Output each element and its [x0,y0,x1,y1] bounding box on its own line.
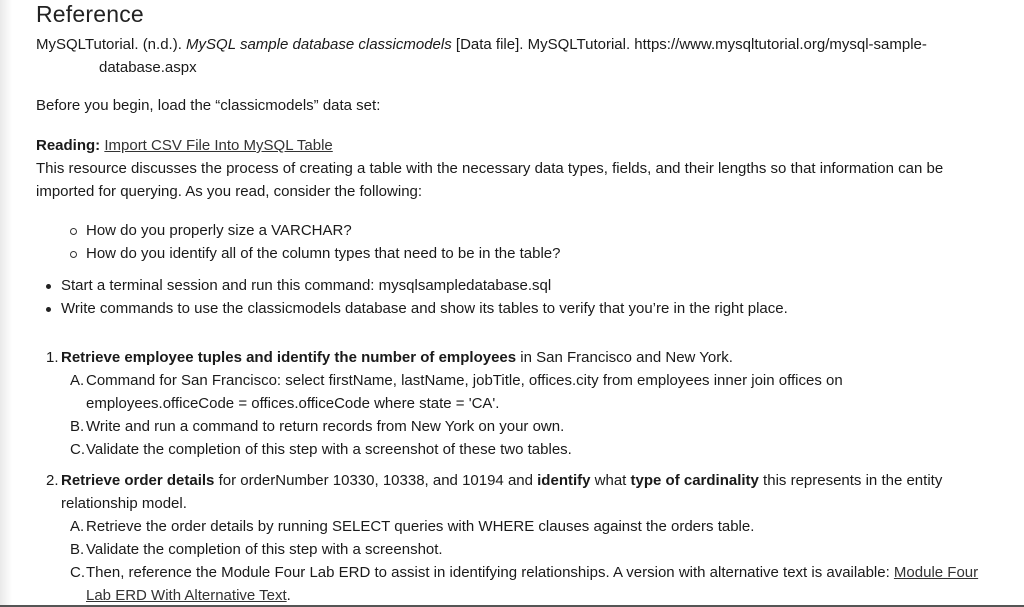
step-1-bold: Retrieve employee tuples and identify the number of employees [61,349,517,366]
steps-list [36,346,1011,607]
reading-desc-2: imported for querying. As you read, consider the following: [36,183,423,200]
substep-text-part: . [286,587,291,604]
substep-2c [36,561,1011,607]
reading-desc-1: This resource discusses the process of creating a table with the necessary data types, fields, and their lengths so that information can be [36,160,944,177]
list-item: Start a terminal session and run this command: mysqlsampledatabase.sql [36,274,996,297]
substep-letter: B. [70,541,85,558]
step-1-rest: in San Francisco and New York. [516,349,733,366]
substep-text: Command for San Francisco: select firstName, lastName, jobTitle, offices.city from employees inner join offices on [86,372,843,389]
step-2-line2: relationship model. [61,495,187,512]
substep-letter: C. [70,564,85,581]
list-item: How do you identify all of the column types that need to be in the table? [36,242,996,265]
reading-section [36,134,996,203]
substep-text: Validate the completion of this step with a screenshot. [86,541,443,558]
list-item: How do you properly size a VARCHAR? [36,219,996,242]
step-2-text: for orderNumber 10330, 10338, and 10194 and [214,472,538,489]
list-item: Write commands to use the classicmodels database and show its tables to verify that you’re in the right place. [36,297,996,320]
citation-title: MySQL sample database classicmodels [186,36,452,53]
reading-line [36,134,996,157]
step-2 [36,469,1011,515]
substep-text: employees.officeCode = offices.officeCode where state = 'CA'. [86,395,500,412]
substep-text: Write and run a command to return records from New York on your own. [86,418,565,435]
citation-line-1 [36,33,986,56]
step-1-heading [61,346,1011,369]
substep-2b [36,538,1011,561]
substep-text: Validate the completion of this step with a screenshot of these two tables. [86,441,572,458]
substep-1b [36,415,1011,438]
step-number: 2. [46,472,59,489]
step-1 [36,346,1011,369]
substep-text-part: Then, reference the Module Four Lab ERD to assist in identifying relationships. A version with alternative text is available: [86,564,894,581]
substep-1c [36,438,1011,461]
step-2-bold: identify [537,472,591,489]
step-2-text: what [590,472,631,489]
citation-line-2: database.aspx [99,59,197,76]
substep-text: Retrieve the order details by running SELECT queries with WHERE clauses against the orders table. [86,518,755,535]
reading-label: Reading: [36,137,101,154]
erd-alt-text-link[interactable]: Lab ERD With Alternative Text [86,587,287,604]
step-number: 1. [46,349,59,366]
substep-1a [36,369,1011,415]
substep-letter: C. [70,441,85,458]
step-2-text: this represents in the entity [758,472,943,489]
substep-text [86,584,1011,607]
step-2-heading [61,469,1011,492]
substep-letter: A. [70,518,85,535]
reference-citation [36,33,986,79]
substep-letter: A. [70,372,85,389]
considerations-list [36,219,996,265]
page-edge-shadow [0,0,12,607]
substep-2a [36,515,1011,538]
step-2-bold: type of cardinality [630,472,759,489]
setup-bullets [36,274,996,320]
citation-source: [Data file]. MySQLTutorial. https://www.mysqltutorial.org/mysql-sample- [451,36,927,53]
substep-text [86,561,1011,584]
page-title: Reference [36,1,144,27]
citation-author: MySQLTutorial. (n.d.). [36,36,187,53]
substep-letter: B. [70,418,85,435]
reading-link[interactable]: Import CSV File Into MySQL Table [104,137,333,154]
intro-text: Before you begin, load the “classicmodels” data set: [36,97,381,114]
step-2-bold: Retrieve order details [61,472,215,489]
erd-alt-text-link[interactable]: Module Four [893,564,979,581]
